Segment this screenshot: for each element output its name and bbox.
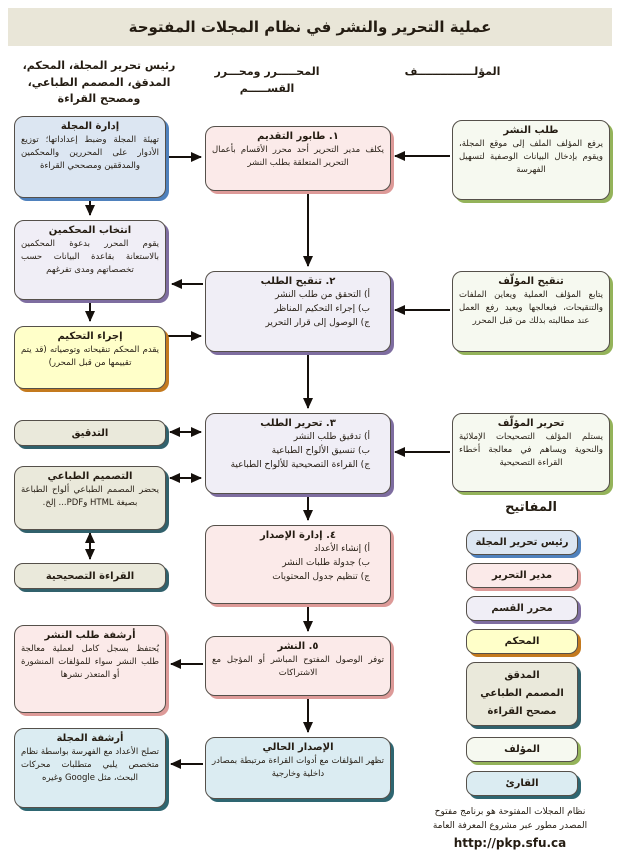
box-title: ٢. تنقيح الطلب bbox=[260, 276, 336, 287]
box-submission-editing bbox=[205, 413, 391, 494]
box-body: يتابع المؤلف العملية ويعاين الملفات والتنقيحات، فيعالجها ويعيد رفع العمل عند مطالبته بذلك من قبل المحرر bbox=[459, 290, 603, 326]
step-item: ب) جدولة طلبات النشر bbox=[282, 557, 370, 568]
box-body: يستلم المؤلف التصحيحات الإملائية والنحوية ويساهم في معالجة أخطاء القراءة التصحيحية bbox=[459, 432, 603, 468]
column-header-author: المؤلـــــــــــــــف bbox=[404, 65, 501, 78]
step-item: ج) القراءة التصحيحية للألواح الطباعية bbox=[230, 459, 370, 470]
box-submission-queue bbox=[205, 126, 391, 191]
step-item: ج) تنظيم جدول المحتويات bbox=[272, 571, 370, 582]
box-submission-request bbox=[452, 120, 610, 200]
box-step-list bbox=[212, 431, 384, 473]
step-item: ب) إجراء التحكيم المناظر bbox=[274, 303, 370, 314]
box-author-editing bbox=[452, 413, 610, 492]
legend-item-editorial-manager bbox=[466, 563, 578, 588]
box-title: ٣. تحرير الطلب bbox=[260, 418, 336, 429]
legend-item-reviewer bbox=[466, 629, 578, 654]
box-body: يحضر المصمم الطباعي ألواح الطباعة بصيغة HTML وPDF... إلخ. bbox=[21, 485, 159, 508]
box-title: تنقيح المؤلّف bbox=[498, 276, 564, 287]
box-reviewer-selection bbox=[14, 220, 166, 300]
box-submission-archiving bbox=[14, 625, 166, 713]
box-body: يقدم المحكم تنقيحاته وتوصياته (قد يتم تقييمها من قبل المحرر) bbox=[21, 345, 159, 368]
box-issue-management bbox=[205, 525, 391, 604]
box-body: توفر الوصول المفتوح المباشر أو المؤجل مع الاشتراكات bbox=[212, 655, 384, 678]
step-item: ب) تنسيق الألواح الطباعية bbox=[271, 445, 370, 456]
box-title: إدارة المجلة bbox=[60, 121, 120, 132]
legend-item-section-editor bbox=[466, 596, 578, 621]
legend-item-editor-in-chief bbox=[466, 530, 578, 555]
box-body: يقوم المحرر بدعوة المحكمين بالاستعانة بقاعدة البيانات حسب تخصصاتهم ومدى تفرغهم bbox=[21, 239, 159, 275]
legend-label: المصمم الطباعي bbox=[480, 688, 564, 699]
box-publishing bbox=[205, 636, 391, 696]
box-body: يرفع المؤلف الملف إلى موقع المجلة، ويقوم بإدخال البيانات الوصفية لتسهيل الفهرسة bbox=[459, 139, 603, 175]
footer-line: نظام المجلات المفتوحة هو برنامج مفتوح bbox=[434, 807, 586, 817]
box-title: تحرير المؤلّف bbox=[497, 418, 565, 429]
box-title: ١. طابور التقديم bbox=[257, 131, 339, 142]
box-submission-review bbox=[205, 271, 391, 352]
box-journal-archiving bbox=[14, 728, 166, 808]
box-review-conduct bbox=[14, 326, 166, 389]
box-title: أرشفة طلب النشر bbox=[44, 630, 136, 641]
box-body: يكلف مدير التحرير أحد محرر الأقسام بأعمال التحرير المتعلقة بطلب النشر bbox=[212, 145, 384, 168]
box-step-list bbox=[212, 289, 384, 331]
pkp-url-link[interactable]: http://pkp.sfu.ca bbox=[453, 835, 567, 850]
legend-item-author bbox=[466, 737, 578, 762]
footer-credit bbox=[408, 806, 612, 852]
step-item: أ) التحقق من طلب النشر bbox=[275, 290, 370, 300]
box-proofreading bbox=[14, 563, 166, 589]
box-title: ٤. إدارة الإصدار bbox=[259, 530, 337, 541]
box-copyediting bbox=[14, 420, 166, 446]
box-journal-management bbox=[14, 116, 166, 198]
box-step-list bbox=[212, 543, 384, 585]
legend-label: مدير التحرير bbox=[491, 570, 553, 581]
box-title: انتخاب المحكمين bbox=[48, 225, 132, 236]
step-item: أ) تدقيق طلب النشر bbox=[293, 432, 370, 442]
box-body: تصلح الأعداد مع الفهرسة بواسطة نظام متخصص يلبي متطلبات محركات البحث، مثل Google وغيره bbox=[20, 747, 159, 783]
box-title: ٥. النشر bbox=[277, 641, 319, 652]
step-item: ج) الوصول إلى قرار التحرير bbox=[265, 317, 370, 328]
legend-label: القارئ bbox=[505, 778, 539, 789]
legend-label: المدقق bbox=[504, 670, 540, 681]
legend-item-reader bbox=[466, 771, 578, 796]
legend-heading: المفاتيح bbox=[505, 500, 557, 515]
page-title: عملية التحرير والنشر في نظام المجلات المفتوحة bbox=[8, 8, 612, 46]
legend-label: محرر القسم bbox=[491, 603, 553, 614]
legend-label: المحكم bbox=[504, 636, 540, 647]
legend-item-staff bbox=[466, 662, 578, 726]
box-body: تظهر المؤلفات مع أدوات القراءة مرتبطة بمصادر داخلية وخارجية bbox=[212, 756, 384, 779]
box-body: تهيئة المجلة وضبط إعداداتها؛ توزيع الأدوار على المحررين والمحكمين والمدققين ومصححي القراءة bbox=[21, 135, 159, 171]
box-author-revision bbox=[452, 271, 610, 352]
box-body: يُحتفظ بسجل كامل لعملية معالجة طلب النشر سواء للمؤلفات المنشورة أو المتعذر نشرها bbox=[21, 644, 159, 680]
box-title: أرشفة المجلة bbox=[56, 733, 124, 744]
legend-label: رئيس تحرير المجلة bbox=[475, 537, 569, 548]
legend-label: المؤلف bbox=[504, 744, 540, 755]
box-title: التدقيق bbox=[71, 427, 109, 439]
box-title: التصميم الطباعي bbox=[47, 471, 133, 482]
box-current-issue bbox=[205, 737, 391, 799]
column-header-staff: رئيس تحرير المجلة، المحكم، المدقق، المصمم الطباعي، ومصحح القراءة bbox=[22, 59, 176, 105]
box-title: القراءة التصحيحية bbox=[45, 570, 135, 582]
footer-line: المصدر مطور عبر مشروع المعرفة العامة bbox=[432, 820, 588, 831]
box-title: طلب النشر bbox=[503, 125, 559, 136]
box-title: الإصدار الحالي bbox=[262, 742, 334, 753]
box-layout-design bbox=[14, 466, 166, 530]
legend-label: مصحح القراءة bbox=[487, 706, 557, 717]
box-title: إجراء التحكيم bbox=[57, 331, 123, 342]
step-item: أ) إنشاء الأعداد bbox=[314, 544, 370, 554]
column-header-editor: المحـــــرر ومحـــرر القســـــم bbox=[214, 65, 320, 95]
